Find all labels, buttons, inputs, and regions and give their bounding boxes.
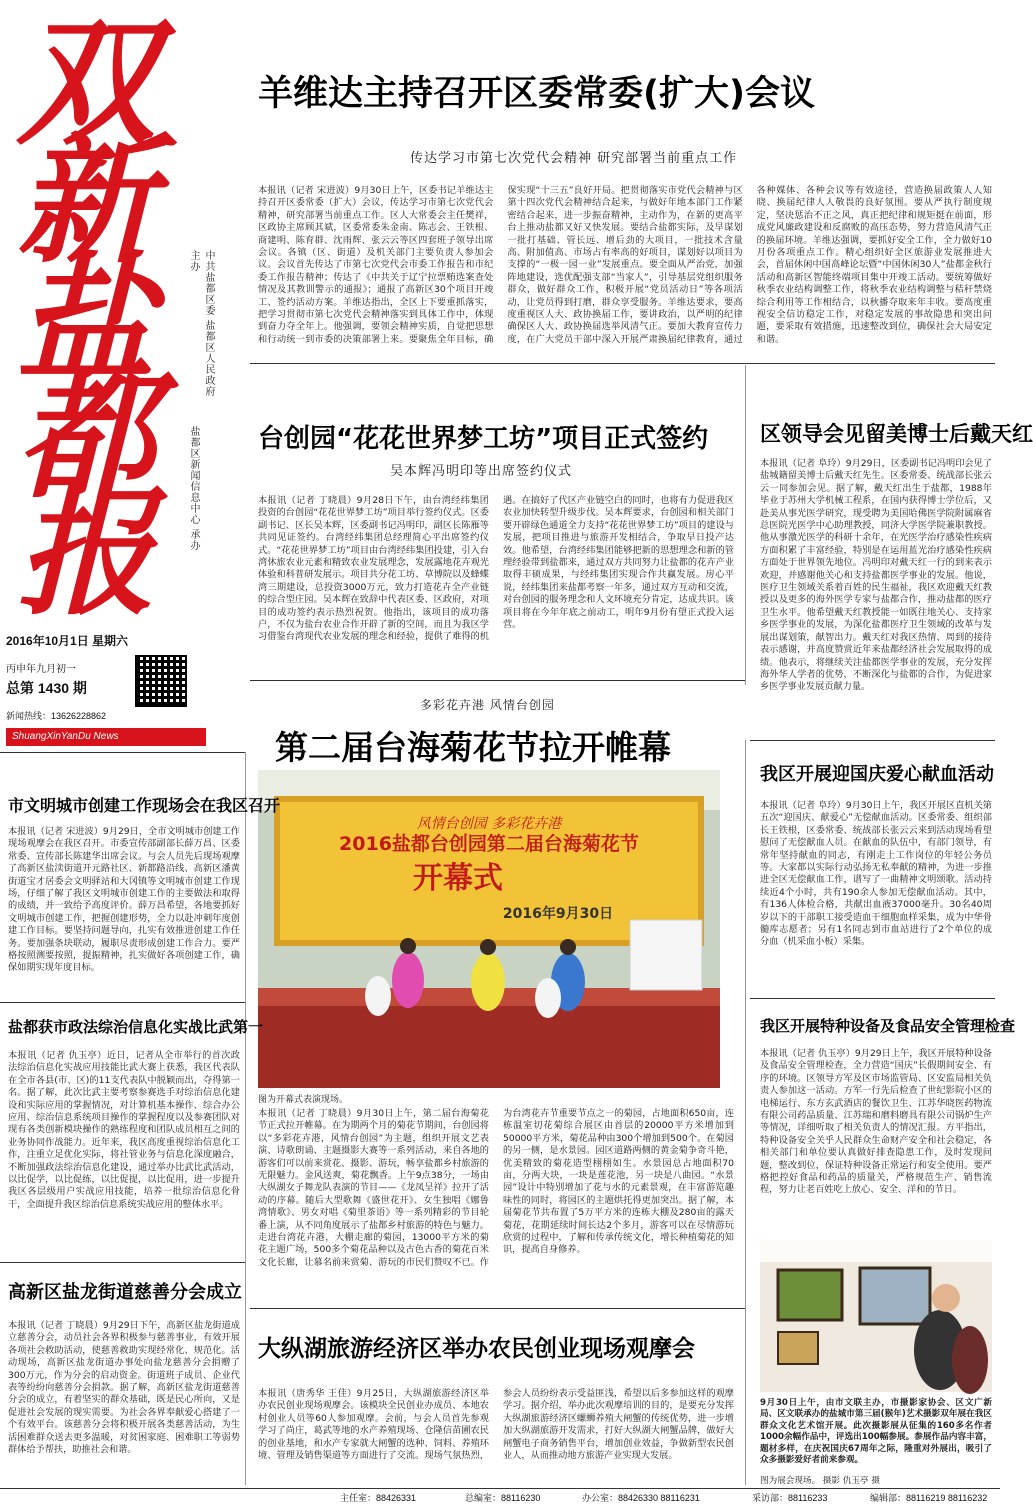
daitianhong-body: 本报讯（记者 阜玲）9月29日，区委副书记冯明印会见了盐城籍留美博士后戴天红先生。区委常委、统战部长张云云一同参加会见。据了解，戴天红出生于盐都，1988年毕业于苏州大学机械工程系，在国内获得博士学位后，又赴美从事光医学研究，现受聘为美国哈佛医学院附属麻省总医院光医学中心助理教授，同济大学医学院兼职教授。他从事激光医学的科研十余年，在光医学治疗感染性疾病方面积累了丰富经验，特别是在运用蓝光治疗感染性疾病方面处于世界领先地位。冯明印对戴天红一行的到来表示欢迎，并感谢他关心和支持盐都医学事业的发展。他说，医疗卫生领域关系着百姓的民生福祉，我区欢迎戴天红教授以及更多的海外医学专家与盐都合作，推动盐都的医疗卫生水平。他希望戴天红教授能一如既往地关心、支持家乡医学事业的发展，为深化盐都医疗卫生领域的改革与发展出谋划策，献智出力。戴天红对我区热情、周到的接待表示感谢，并高度赞赏近年来盐都经济社会发展取得的成绩。他表示，将继续关注盐都医学事业的发展，充分发挥海外华人学者的优势，不断深化与盐都的合作，为促进家乡医学事业发展贡献力量。 [760, 458, 992, 693]
civil-headline: 市文明城市创建工作现场会在我区召开 [8, 796, 281, 815]
issue-date: 2016年10月1日 星期六 [6, 634, 129, 648]
dazonghu-body: 本报讯（唐秀华 王佳）9月25日，大纵湖旅游经济区举办农民创业现场观摩会。该模块全民创业办成员、本地农村创业人员等60人参加观摩。会前，与会人员首先参观学习了尚庄，葛武等地的水产养殖现场、仓隆信苗圃农民的创业基地，和水产专家就大闸蟹的选种、饲料、养殖环境、管理及销售渠道等方面进行了交流。现场气氛热烈，参会人员纷纷表示受益匪浅，希望以后多参加这样的观摩学习。据介绍，举办此次观摩培训的目的，是要充分发挥大纵湖旅游经济区螺蛳养殖大闸蟹的传统优势，进一步增加大纵湖旅游开发需求，打好大纵湖大闸蟹品牌，做好大闸蟹电子商务销售平台，增加创业效益，争做新型农民创业人，从而推动地方旅游产业实现大发展。 [258, 1388, 734, 1462]
chrysanthemum-body: 本报讯（记者 丁晓晨）9月30日上午，第二届台海菊花节正式拉开帷幕。在为期两个月的菊花节期间，台创园将以“多彩花卉港，风情台创园”为主题，组织开展文艺表演、诗歌朗诵、主题摄影大赛等一系列活动，来自各地的游客们可以前来赏花、摄影、游玩，畅享盐都乡村旅游的无限魅力。金风送爽，菊花飘香。上午9点38分，一场由大纵湖女子舞龙队表演的节目——《龙凤呈祥》拉开了活动的序幕。随后大型歌舞《盛世花开》、女生独唱《娜鲁湾情歌》、男女对唱《菊里茶语》等一系列精彩的节目轮番上演，从不同角度展示了盐都乡村旅游的特色与魅力。走进台湾花卉港，大棚走廊的菊园，13000平方米的菊花主题广场，500多个菊花品种以及古色古香的菊花百米文化长廊，让慕名前来赏菊、游玩的市民们赞叹不已。作为台湾花卉节重要节点之一的菊园，占地面积650亩，连栋温室切花菊综合展区由首层的20000平方米增加到50000平方米，菊花品种由300个增加到500个。在菊园的另一侧，是水景园。园区道路两侧的黄金菊争奇斗艳，优美精致的菊花造型栩栩如生。水景园总占地面积70亩，分两大块，一块是莲花池，另一块是八曲园。“水景园”设计中特别增加了花与水的元素景观，在丰富游览趣味性的同时，将园区的主题烘托得更加突出。据了解，本届菊花节共布置了5万平方米的连栋大棚及280亩的露天菊花，花期延续时间长达2个多月，游客可以在尽情游玩欣赏的过程中，了解和传承传统文化，增长种植菊花的知识，提高自身修养。 [258, 1108, 734, 1268]
banner-slogan: 风情台创园 多彩花卉港 [416, 816, 562, 832]
zhengfa-headline: 盐都获市政法综治信息化实战比武第一 [8, 1018, 264, 1036]
blood-headline: 我区开展迎国庆爱心献血活动 [760, 764, 994, 785]
chrysanthemum-caption: 图为开幕式表演现场。 [258, 1095, 349, 1105]
taichuang-body: 本报讯（记者 丁晓晨）9月28日下午，由台湾经纬集团投资的台创园“花花世界梦工坊”项目举行签约仪式。区委副书记、区长吴本辉，区委副书记冯明印，副区长陈雁等共同见证签约。台湾经纬集团总经理简心平出席签约仪式。“花花世界梦工坊”项目由台湾经纬集团投建，引入台湾休旅农业元素和精致农业发展理念，发展露地花卉观光体验和科普研发展示。项目共分花工坊、草博院以及蜂蝶湾三期建设，总投资3000万元，致力打造花卉全产业链的综合型庄园。吴本辉在致辞中代表区委、区政府，对项目的成功签约表示热烈祝贺。他指出，该项目的成功落户，不仅为盐台农业合作开辟了新的空间，而且为我区学习借鉴台湾现代农业发展的理念和经验，提供了难得的机遇。在搞好了代区产业链空白的同时，也将有力促进我区农业加快转型升级步伐。吴本辉要求，台创园和相关部门要开辟绿色通道全力支持“花花世界梦工坊”项目的建设与发展，把项目推进与旅游开发相结合，争取早日投产达效。他希望，台湾经纬集团能够把新的思想理念和新的管理经验带到盐都来，通过双方共同努力让盐都的花卉产业取得丰硕成果，与经纬集团实现合作共赢发展。房心平说，经纬集团来盐都考察一年多，通过双方互动和交流，对台创园的服务理念和人文环境充分肯定，达成共识。该项目将在今年年底之前动工，明年9月份有望正式投入运营。 [258, 495, 734, 643]
zhengfa-body: 本报讯（记者 仇玉亭）近日，记者从全市举行的首次政法综治信息化实战应用技能比武大赛上获悉，我区代表队在全市各县(市、区)的11支代表队中脱颖而出，夺得第一名。据了解，此次比武主要考察参赛选手对综治信息化建设和实际应用的掌握情况，对计算机基本操作、综合办公应用、综治信息系统项目操作的掌握程度以及参赛团队对现有各类创新模块操作的熟练程度和团队成员相互之间的业务协同作战能力。近年来，我区高度重视综治信息化工作，注重立足优化实际，将社管业务与信息化深度融合，不断加强政法综治信息化建设，通过举办比武比武活动，以比促学，以比促练，以比促提，以比促用，进一步提升我区各层级用户实战应用技能，培养一批综治信息化骨干，全面提升我区综治信息系统实战应用的整体水平。 [8, 1050, 240, 1210]
charity-headline: 高新区盐龙街道慈善分会成立 [8, 1282, 242, 1303]
footer-editing: 编辑部：88116219 88116232 [870, 1493, 988, 1503]
taichuang-subheadline: 吴本辉冯明印等出席签约仪式 [390, 464, 573, 479]
qr-code-icon [135, 655, 187, 707]
footer-contacts [0, 1488, 1000, 1508]
lead-subheadline: 传达学习市第七次党代会精神 研究部署当前重点工作 [410, 151, 738, 166]
masthead-char: 盐 [16, 237, 155, 400]
lunar-date: 丙申年九月初一 [6, 664, 76, 675]
issue-number: 总第 1430 期 [6, 680, 87, 696]
masthead-char: 报 [16, 471, 155, 634]
banner-kaimu: 开幕式 [413, 861, 503, 896]
masthead-char: 新 [16, 119, 155, 282]
exhibition-caption: 9月30日上午，由市文联主办，市摄影家协会、区文广新局、区文联承办的盐城市第三届(猴年)艺术摄影双年展在我区群众文化艺术馆开展。此次摄影展从征集的160多名作者1000余幅作品中，评选出100幅参展。参展作品内容丰富，题材多样，在庆祝国庆67周年之际，隆重对外展出，吸引了众多摄影爱好者前来参观。 [760, 1398, 992, 1466]
masthead-pinyin-bar: ShuangXinYanDu News [6, 728, 206, 746]
exhibition-credit: 图为展会现场。 摄影 仇玉亭 摄 [760, 1476, 880, 1486]
daitianhong-headline: 区领导会见留美博士后戴天红 [760, 422, 1033, 446]
chrysanthemum-headline: 第二届台海菊花节拉开帷幕 [275, 728, 671, 767]
exhibition-photo [760, 1240, 992, 1392]
dazonghu-headline: 大纵湖旅游经济区举办农民创业现场观摩会 [258, 1336, 695, 1362]
chrysanthemum-photo [258, 770, 720, 1088]
safety-headline: 我区开展特种设备及食品安全管理检查 [760, 1017, 1016, 1035]
lead-headline: 羊维达主持召开区委常委(扩大)会议 [258, 74, 815, 114]
lead-body: 本报讯（记者 宋进波）9月30日上午，区委书记羊维达主持召开区委常委（扩大）会议，传达学习市第七次党代会精神，研究部署当前重点工作。区人大常委会主任樊祥，区政协主席顾其斌，区委常委朱金南、陈志会、王铁根、商建明、陈育群、沈雨辉、张云云等区四套班子领导出席会议。各镇（区、街道）及机关部门主要负责人参加会议。会议首先传达了市第七次党代会市委工作报告和市纪委工作报告精神；传达了《中共关于辽宁拉票贿选案查处情况及其教训警示的通报》；通报了高新区30个项目开竣工、签约活动方案。羊维达指出，全区上下要重抓落实，把学习贯彻市第七次党代会精神落实到具体工作中，体现到奋力夺全年上。他强调，要领会精神实质，自觉把思想和行动统一到市委的决策部署上来。要聚焦全年目标，确保实现“十三五”良好开局。把贯彻落实市党代会精神与区第十四次党代会精神结合起来，与做好年地本部门工作紧密结合起来，进一步振奋精神，主动作为，在新的更高平台上推动盐都又好又快发展。要结合盐都实际，及早谋划一批打基础、管长远、增后劲的大项目，一批技术含量高、附加值高、市场占有率高的好项目，谋划好以项目为支撑的“一极一园一业”发展重点。要全面从严治党，加强阵地建设，选优配强支部“当家人”，引导基层党组织服务群众，做好群众工作，积极开展“党员活动日”等各项活动，让党员得到打磨，群众享受服务。羊维达要求，要高度重视区人大、政协换届工作，要讲政治，以严明的纪律确保区人大、政协换届选举风清气正。要加大教育宣传力度，在广大党员干部中深入开展严肃换届纪律教育，通过各种媒体、各种会议等有效途径，营造换届政策人人知晓、换届纪律人人敬畏的良好氛围。要从严执行制度规定，坚决惩治不正之风，真正把纪律和规矩挺在前面，形成党风廉政建设和反腐败的高压态势，努力营造风清气正的换届环境。羊维达强调，要抓好安全工作，全力做好10月份各项重点工作。精心组织好全区旅游业发展推进大会，首届休闲中国高峰论坛暨“中国休闲30人”盐都金秋行活动和高新区智能终端项目集中开竣工活动。要统筹做好秋季农业结构调整工作，将秋季农业结构调整与秸秆禁烧综合利用等工作相结合，以秋播夺取来年丰收。要高度重视安全信访稳定工作，对稳定发展的事故隐患和突出问题，要采取有效措施，迅速整改到位，确保社会大局安定和谐。 [258, 185, 992, 345]
organizer-line: 盐都区新闻信息中心 承办 [188, 426, 199, 552]
footer-chief: 主任室：88426331 [340, 1493, 417, 1503]
opening-ceremony-illustration [258, 770, 720, 1088]
charity-body: 本报讯（记者 丁晓晨）9月29日下午，高新区盐龙街道成立慈善分会，动员社会各界积极参与慈善事业，有效开展各项社会救助活动，使慈善救助实现经常化、规范化。活动现场，高新区盐龙街道办事处向盐龙慈善分会捐赠了300万元，作为分会的启动资金。街道班子成员、企业代表等纷纷向慈善分会捐款。据了解，高新区盐龙街道慈善分会的成立，有着坚实的群众基础，既是民心所向，又是促进社会发展的现实需要。为社会各界奉献爱心搭建了一个有效平台。该慈善分会将积极开展各类慈善活动，为生活困难群众送去更多温暖，对贫困家庭、困难职工等弱势群体给予帮扶，助推社会和谐。 [8, 1320, 240, 1456]
chrysanthemum-kicker: 多彩花卉港 风情台创园 [420, 698, 555, 712]
exhibition-illustration [760, 1240, 992, 1392]
sponsor-line: 中共盐都区委 盐都区人民政府 主办 [188, 250, 214, 398]
masthead-char: 都 [16, 355, 155, 518]
masthead [6, 1, 234, 634]
banner-date: 2016年9月30日 [502, 906, 614, 922]
safety-body: 本报讯（记者 仇玉亭）9月29日上午，我区开展特种设备及食品安全管理检查，全力营造“国庆”长假期间安全、有序的环境。区领导方军及区市场监管局、区安监局相关负责人参加这一活动。方军一行先后检查了世纪影院小区的电梯运行、东方玄武酒店的餐饮卫生、江苏华晓医药物流有限公司药品质量、江苏瑞和磨料磨具有限公司锅炉生产等情况，详细听取了相关负责人的情况汇报。方平指出，特种设备安全关乎人民群众生命财产安全和社会稳定，各相关部门和单位要认真做好排查隐患工作，及时发现问题，整改到位，保证特种设备正常运行和安全使用。要严格把控好食品和药品的质量关，严格规范生产、销售流程，努力让老百姓吃上放心、安全、洋和的节日。 [760, 1048, 992, 1196]
banner-title: 2016盐都台创园第二届台海菊花节 [339, 833, 639, 855]
blood-body: 本报讯（记者 阜玲）9月30日上午，我区开展区直机关第五次“迎国庆、献爱心”无偿献血活动。区委常委、组织部长王铁根，区委常委、统战部长张云云来到活动现场看望慰问了无偿献血人员。在献血的队伍中，有部门领导，有常年坚持献血的同志，有刚走上工作岗位的年轻公务员等。大家都以实际行动弘扬无私奉献的精神，为进一步推进全区无偿献血工作，谱写了一曲精神文明颂歌。活动持续近4个小时，共有190余人参加无偿献血活动。其中，有136人体检合格，共献出血液37000毫升。30名40周岁以下的干部职工接受造血干细胞血样采集，成为中华骨髓库志愿者；另有1名同志到市血站进行了2个单位的成分血（机采血小板）采集。 [760, 800, 992, 948]
masthead-char: 双 [16, 1, 155, 164]
footer-editorial: 总编室：88116230 [465, 1493, 541, 1503]
footer-office: 办公室：88426330 88116231 [582, 1493, 700, 1503]
news-hotline: 新闻热线：13626228862 [6, 711, 107, 721]
civil-body: 本报讯（记者 宋进波）9月29日，全市文明城市创建工作现场观摩会在我区召开。市委宣传部副部长薛万昌、区委常委、宣传部长陈建华出席会议。与会人员先后现场观摩了高新区盐渎街道开元路社区、新都路沿线、高新区潘黄街道宝才居委会文明驿站和大冈镇等文明城市创建工作现场，仔细了解了我区文明城市创建工作的主要做法和取得的成绩，并一致给予高度评价。薛万昌希望，各地要抓好文明城市创建工作，把握创建形势，全力以赴冲刺年度创建工作目标。要坚持问题导向，扎实有效推进创建工作任务。要加强条块联动，履职尽责形成创建工作合力。要严格按照测要按照，提振精神，扎实做好各项创建工作，确保如期实现年度目标。 [8, 826, 240, 974]
footer-reporting: 采访部：88116233 [752, 1493, 828, 1503]
taichuang-headline: 台创园“花花世界梦工坊”项目正式签约 [258, 424, 709, 454]
